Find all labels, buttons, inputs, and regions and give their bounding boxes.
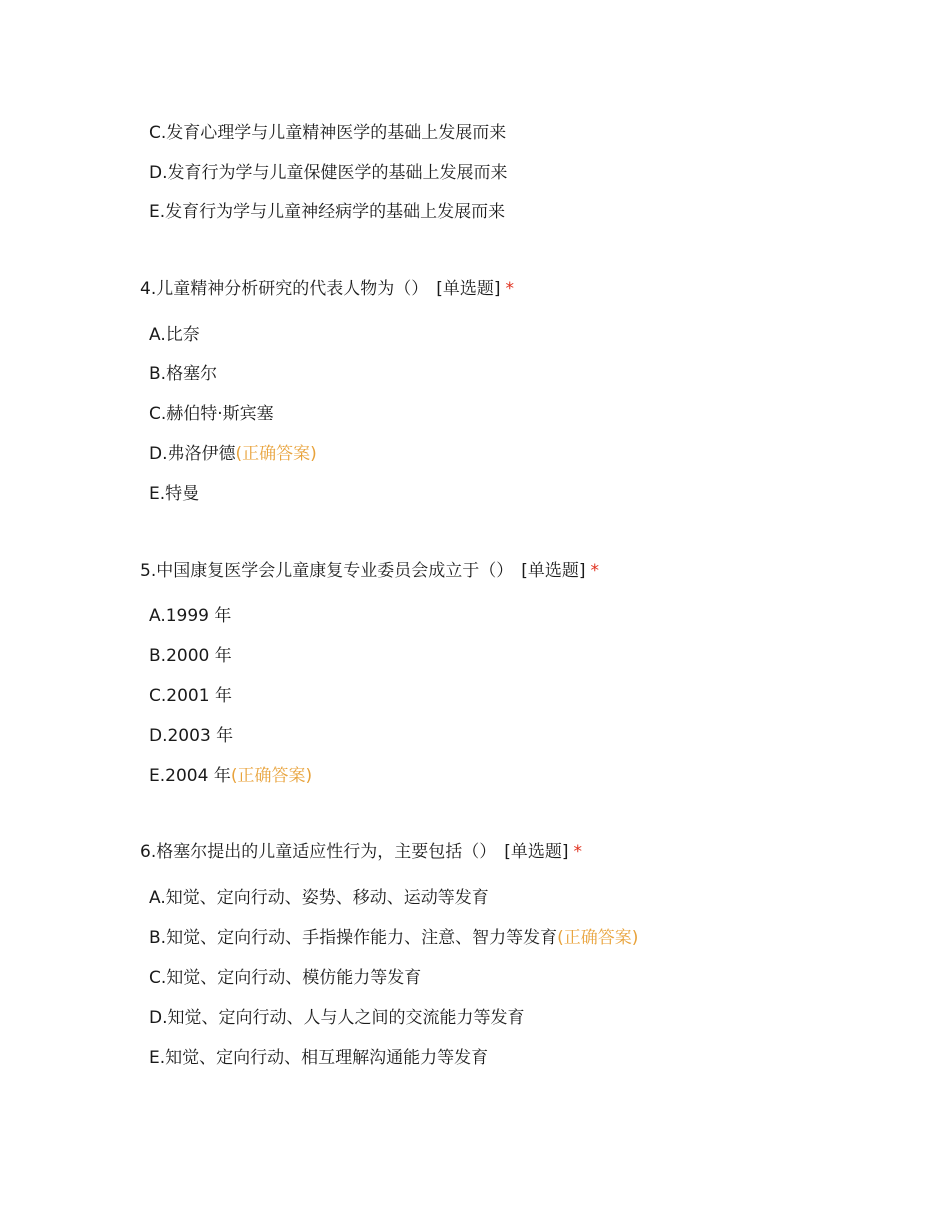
option-text: E.特曼 xyxy=(149,484,200,504)
question-text: 5.中国康复医学会儿童康复专业委员会成立于（） xyxy=(140,561,514,581)
q6-option-e xyxy=(149,1047,488,1069)
correct-answer-marker: (正确答案) xyxy=(557,928,639,948)
correct-answer-marker: (正确答案) xyxy=(230,766,313,786)
q5-option-a xyxy=(149,605,231,627)
q5-option-c xyxy=(149,685,232,707)
q6-option-c xyxy=(149,967,421,989)
q4-option-b xyxy=(149,363,217,385)
option-text: C.2001 年 xyxy=(149,686,232,706)
q5-option-d xyxy=(149,725,233,747)
required-asterisk: * xyxy=(573,842,582,862)
q6-option-b xyxy=(149,927,638,949)
q5-option-b xyxy=(149,645,232,667)
q3-option-e xyxy=(149,201,505,223)
q4-option-e xyxy=(149,483,199,505)
question-text: 4.儿童精神分析研究的代表人物为（） xyxy=(140,279,429,299)
option-text: A.1999 年 xyxy=(149,606,232,626)
option-text: B.格塞尔 xyxy=(149,364,218,384)
option-text: A.比奈 xyxy=(149,325,200,345)
option-text: E.发育行为学与儿童神经病学的基础上发展而来 xyxy=(149,202,506,222)
option-text: A.知觉、定向行动、姿势、移动、运动等发育 xyxy=(149,888,489,908)
q4-title xyxy=(140,278,514,300)
option-text: D.知觉、定向行动、人与人之间的交流能力等发育 xyxy=(149,1008,525,1028)
q5-option-e xyxy=(149,765,312,787)
q6-option-a xyxy=(149,887,489,909)
q4-option-a xyxy=(149,324,200,346)
q6-option-d xyxy=(149,1007,525,1029)
option-text: D.弗洛伊德 xyxy=(149,444,236,464)
option-text: E.2004 年 xyxy=(149,766,231,786)
correct-answer-marker: (正确答案) xyxy=(235,444,317,464)
q4-option-d xyxy=(149,443,317,465)
q6-title xyxy=(140,841,582,863)
question-type-tag: [单选题] xyxy=(436,279,501,299)
q3-option-d xyxy=(149,162,508,184)
option-text: B.知觉、定向行动、手指操作能力、注意、智力等发育 xyxy=(149,928,558,948)
option-text: D.发育行为学与儿童保健医学的基础上发展而来 xyxy=(149,163,508,183)
q5-title xyxy=(140,560,599,582)
required-asterisk: * xyxy=(590,561,599,581)
option-text: D.2003 年 xyxy=(149,726,234,746)
option-text: C.知觉、定向行动、模仿能力等发育 xyxy=(149,968,422,988)
q4-option-c xyxy=(149,403,274,425)
question-type-tag: [单选题] xyxy=(504,842,569,862)
option-text: B.2000 年 xyxy=(149,646,232,666)
q3-option-c xyxy=(149,122,506,144)
question-text: 6.格塞尔提出的儿童适应性行为，主要包括（） xyxy=(140,842,497,862)
option-text: C.发育心理学与儿童精神医学的基础上发展而来 xyxy=(149,123,507,143)
option-text: E.知觉、定向行动、相互理解沟通能力等发育 xyxy=(149,1048,489,1068)
question-type-tag: [单选题] xyxy=(521,561,586,581)
required-asterisk: * xyxy=(505,279,514,299)
option-text: C.赫伯特·斯宾塞 xyxy=(149,404,274,424)
